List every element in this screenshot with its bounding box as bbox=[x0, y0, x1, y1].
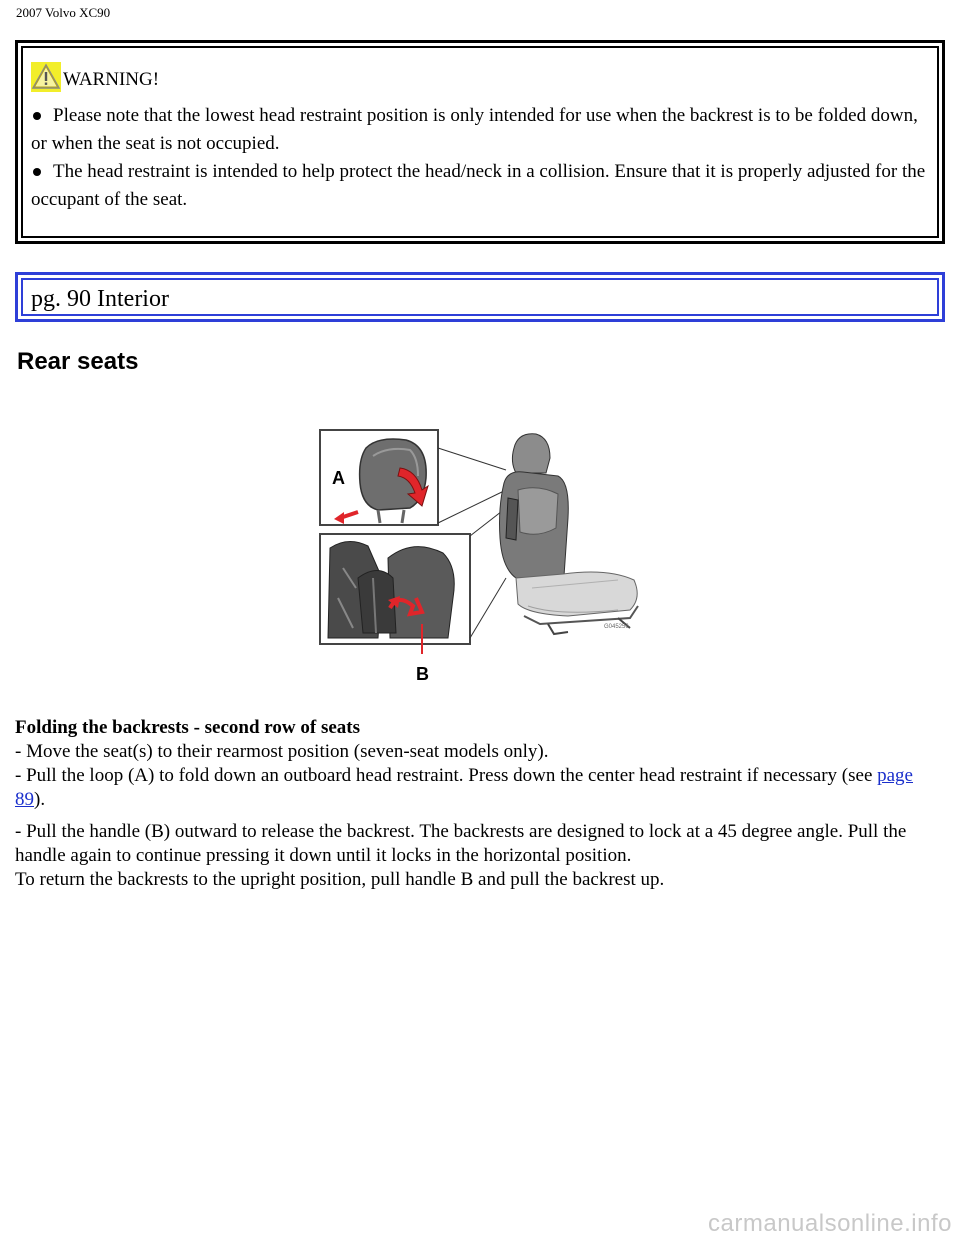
section-heading: Rear seats bbox=[17, 348, 139, 375]
instruction-line bbox=[15, 764, 940, 812]
rear-seat-illustration bbox=[318, 428, 658, 693]
warning-header bbox=[31, 58, 927, 94]
warning-box bbox=[15, 40, 945, 244]
warning-item bbox=[31, 102, 927, 158]
instruction-line: - Move the seat(s) to their rearmost position (seven-seat models only). bbox=[15, 741, 549, 762]
document-title: 2007 Volvo XC90 bbox=[16, 5, 111, 20]
page-89-link[interactable]: page 89 bbox=[15, 765, 913, 810]
instruction-line: - Pull the handle (B) outward to release the backrest. The backrests are designed to lock at a 45 degree angle. Pull the handle again to continue pressing it down until it locks in the horizontal position. bbox=[15, 821, 907, 866]
label-b: B bbox=[416, 664, 429, 684]
bullet-icon bbox=[33, 168, 41, 176]
instruction-line: To return the backrests to the upright position, pull handle B and pull the backrest up. bbox=[15, 869, 665, 890]
bullet-icon bbox=[33, 112, 41, 120]
label-a: A bbox=[332, 468, 345, 488]
watermark: carmanualsonline.info bbox=[708, 1210, 952, 1237]
warning-item-text: The head restraint is intended to help protect the head/neck in a collision. Ensure that it is properly adjusted for the occupant of the seat. bbox=[31, 161, 926, 210]
instructions bbox=[15, 716, 940, 892]
subheading: Folding the backrests - second row of seats bbox=[15, 717, 360, 738]
warning-triangle-icon bbox=[31, 62, 61, 92]
warning-item-text: Please note that the lowest head restraint position is only intended for use when the backrest is to be folded down, or when the seat is not occupied. bbox=[31, 105, 918, 154]
page-label-box bbox=[15, 272, 945, 322]
instruction-text: - Pull the loop (A) to fold down an outboard head restraint. Press down the center head restraint if necessary (see bbox=[15, 765, 878, 786]
instruction-text: ). bbox=[34, 789, 46, 810]
page-label: pg. 90 Interior bbox=[21, 278, 939, 316]
warning-label: WARNING! bbox=[63, 69, 160, 90]
figure-code: G045256 bbox=[604, 624, 629, 630]
warning-content bbox=[21, 46, 939, 238]
warning-item bbox=[31, 158, 927, 214]
